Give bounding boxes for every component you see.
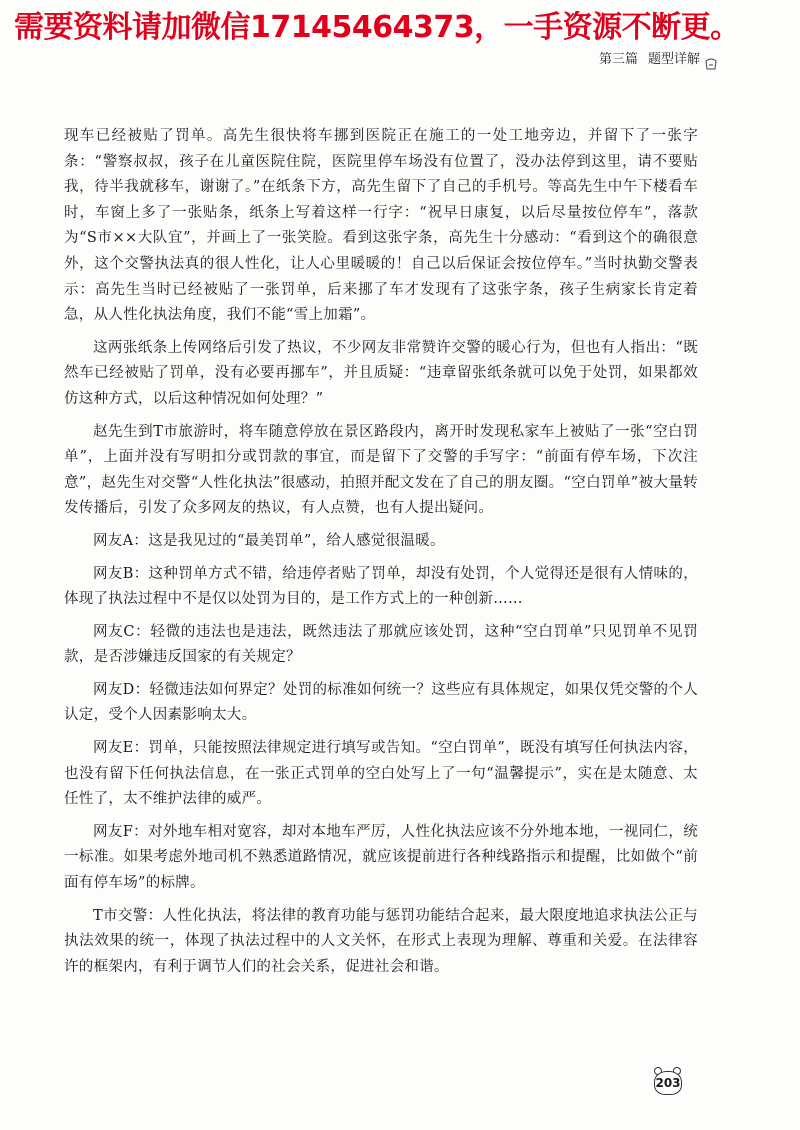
paragraph: 网友B：这种罚单方式不错，给违停者贴了罚单，却没有处罚，个人觉得还是很有人情味的，体现了执法过程中不是仅以处罚为目的，是工作方式上的一种创新…… [64,565,698,608]
page-number: 203 [654,1071,682,1095]
paragraph: 网友F：对外地车相对宽容，却对本地车严厉，人性化执法应该不分外地本地，一视同仁，统一标准。如果考虑外地司机不熟悉道路情况，就应该提前进行各种线路指示和提醒，比如做个“前面有停车场”的标牌。 [64,823,698,892]
header-ornament-icon [704,56,718,70]
article-body [64,124,698,987]
paragraph: 现车已经被贴了罚单。高先生很快将车挪到医院正在施工的一处工地旁边，并留下了一张字条：“警察叔叔，孩子在儿童医院住院，医院里停车场没有位置了，没办法停到这里，请不要贴我，待半我就移车，谢谢了。”在纸条下方，高先生留下了自己的手机号。等高先生中午下楼看车时，车窗上多了一张贴条，纸条上写着这样一行字：“祝早日康复，以后尽量按位停车”，落款为“S市××大队宜”，并画上了一张笑脸。看到这张字条，高先生十分感动：“看到这个的确很意外，这个交警执法真的很人性化，让人心里暖暖的！自己以后保证会按位停车。”当时执勤交警表示：高先生当时已经被贴了一张罚单，后来挪了车才发现有了这张字条，孩子生病家长肯定着急，从人性化执法角度，我们不能“雪上加霜”。 [64,128,698,324]
running-header [599,50,700,70]
paragraph: 网友C：轻微的违法也是违法，既然违法了那就应该处罚，这种“空白罚单”只见罚单不见罚款，是否涉嫌违反国家的有关规定？ [64,623,698,666]
header-part: 第三篇 [598,52,638,67]
paragraph: 网友D：轻微违法如何界定？处罚的标准如何统一？这些应有具体规定，如果仅凭交警的个人认定，受个人因素影响太大。 [64,681,698,724]
header-title: 题型详解 [647,52,700,67]
paragraph: 赵先生到T市旅游时，将车随意停放在景区路段内，离开时发现私家车上被贴了一张“空白罚单”，上面并没有写明扣分或罚款的事宜，而是留下了交警的手写字：“前面有停车场，下次注意”，赵先生对交警“人性化执法”很感动，拍照并配文发在了自己的朋友圈。“空白罚单”被大量转发传播后，引发了众多网友的热议，有人点赞，也有人提出疑问。 [64,423,698,517]
watermark-banner: 需要资料请加微信17145464373，一手资源不断更。 [14,10,740,45]
paragraph: 这两张纸条上传网络后引发了热议，不少网友非常赞许交警的暖心行为，但也有人指出：“既然车已经被贴了罚单，没有必要再挪车”，并且质疑：“违章留张纸条就可以免于处罚，如果都效仿这种方式，以后这种情况如何处理？” [64,339,698,407]
paragraph: T市交警：人性化执法，将法律的教育功能与惩罚功能结合起来，最大限度地追求执法公正与执法效果的统一，体现了执法过程中的人文关怀，在形式上表现为理解、尊重和关爱。在法律容许的框架内，有利于调节人们的社会关系，促进社会和谐。 [64,907,698,975]
paragraph: 网友A：这是我见过的“最美罚单”，给人感觉很温暖。 [93,532,445,549]
paragraph: 网友E：罚单，只能按照法律规定进行填写或告知。“空白罚单”，既没有填写任何执法内容，也没有留下任何执法信息，在一张正式罚单的空白处写上了一句“温馨提示”，实在是太随意、太任性了，太不维护法律的威严。 [64,740,698,808]
